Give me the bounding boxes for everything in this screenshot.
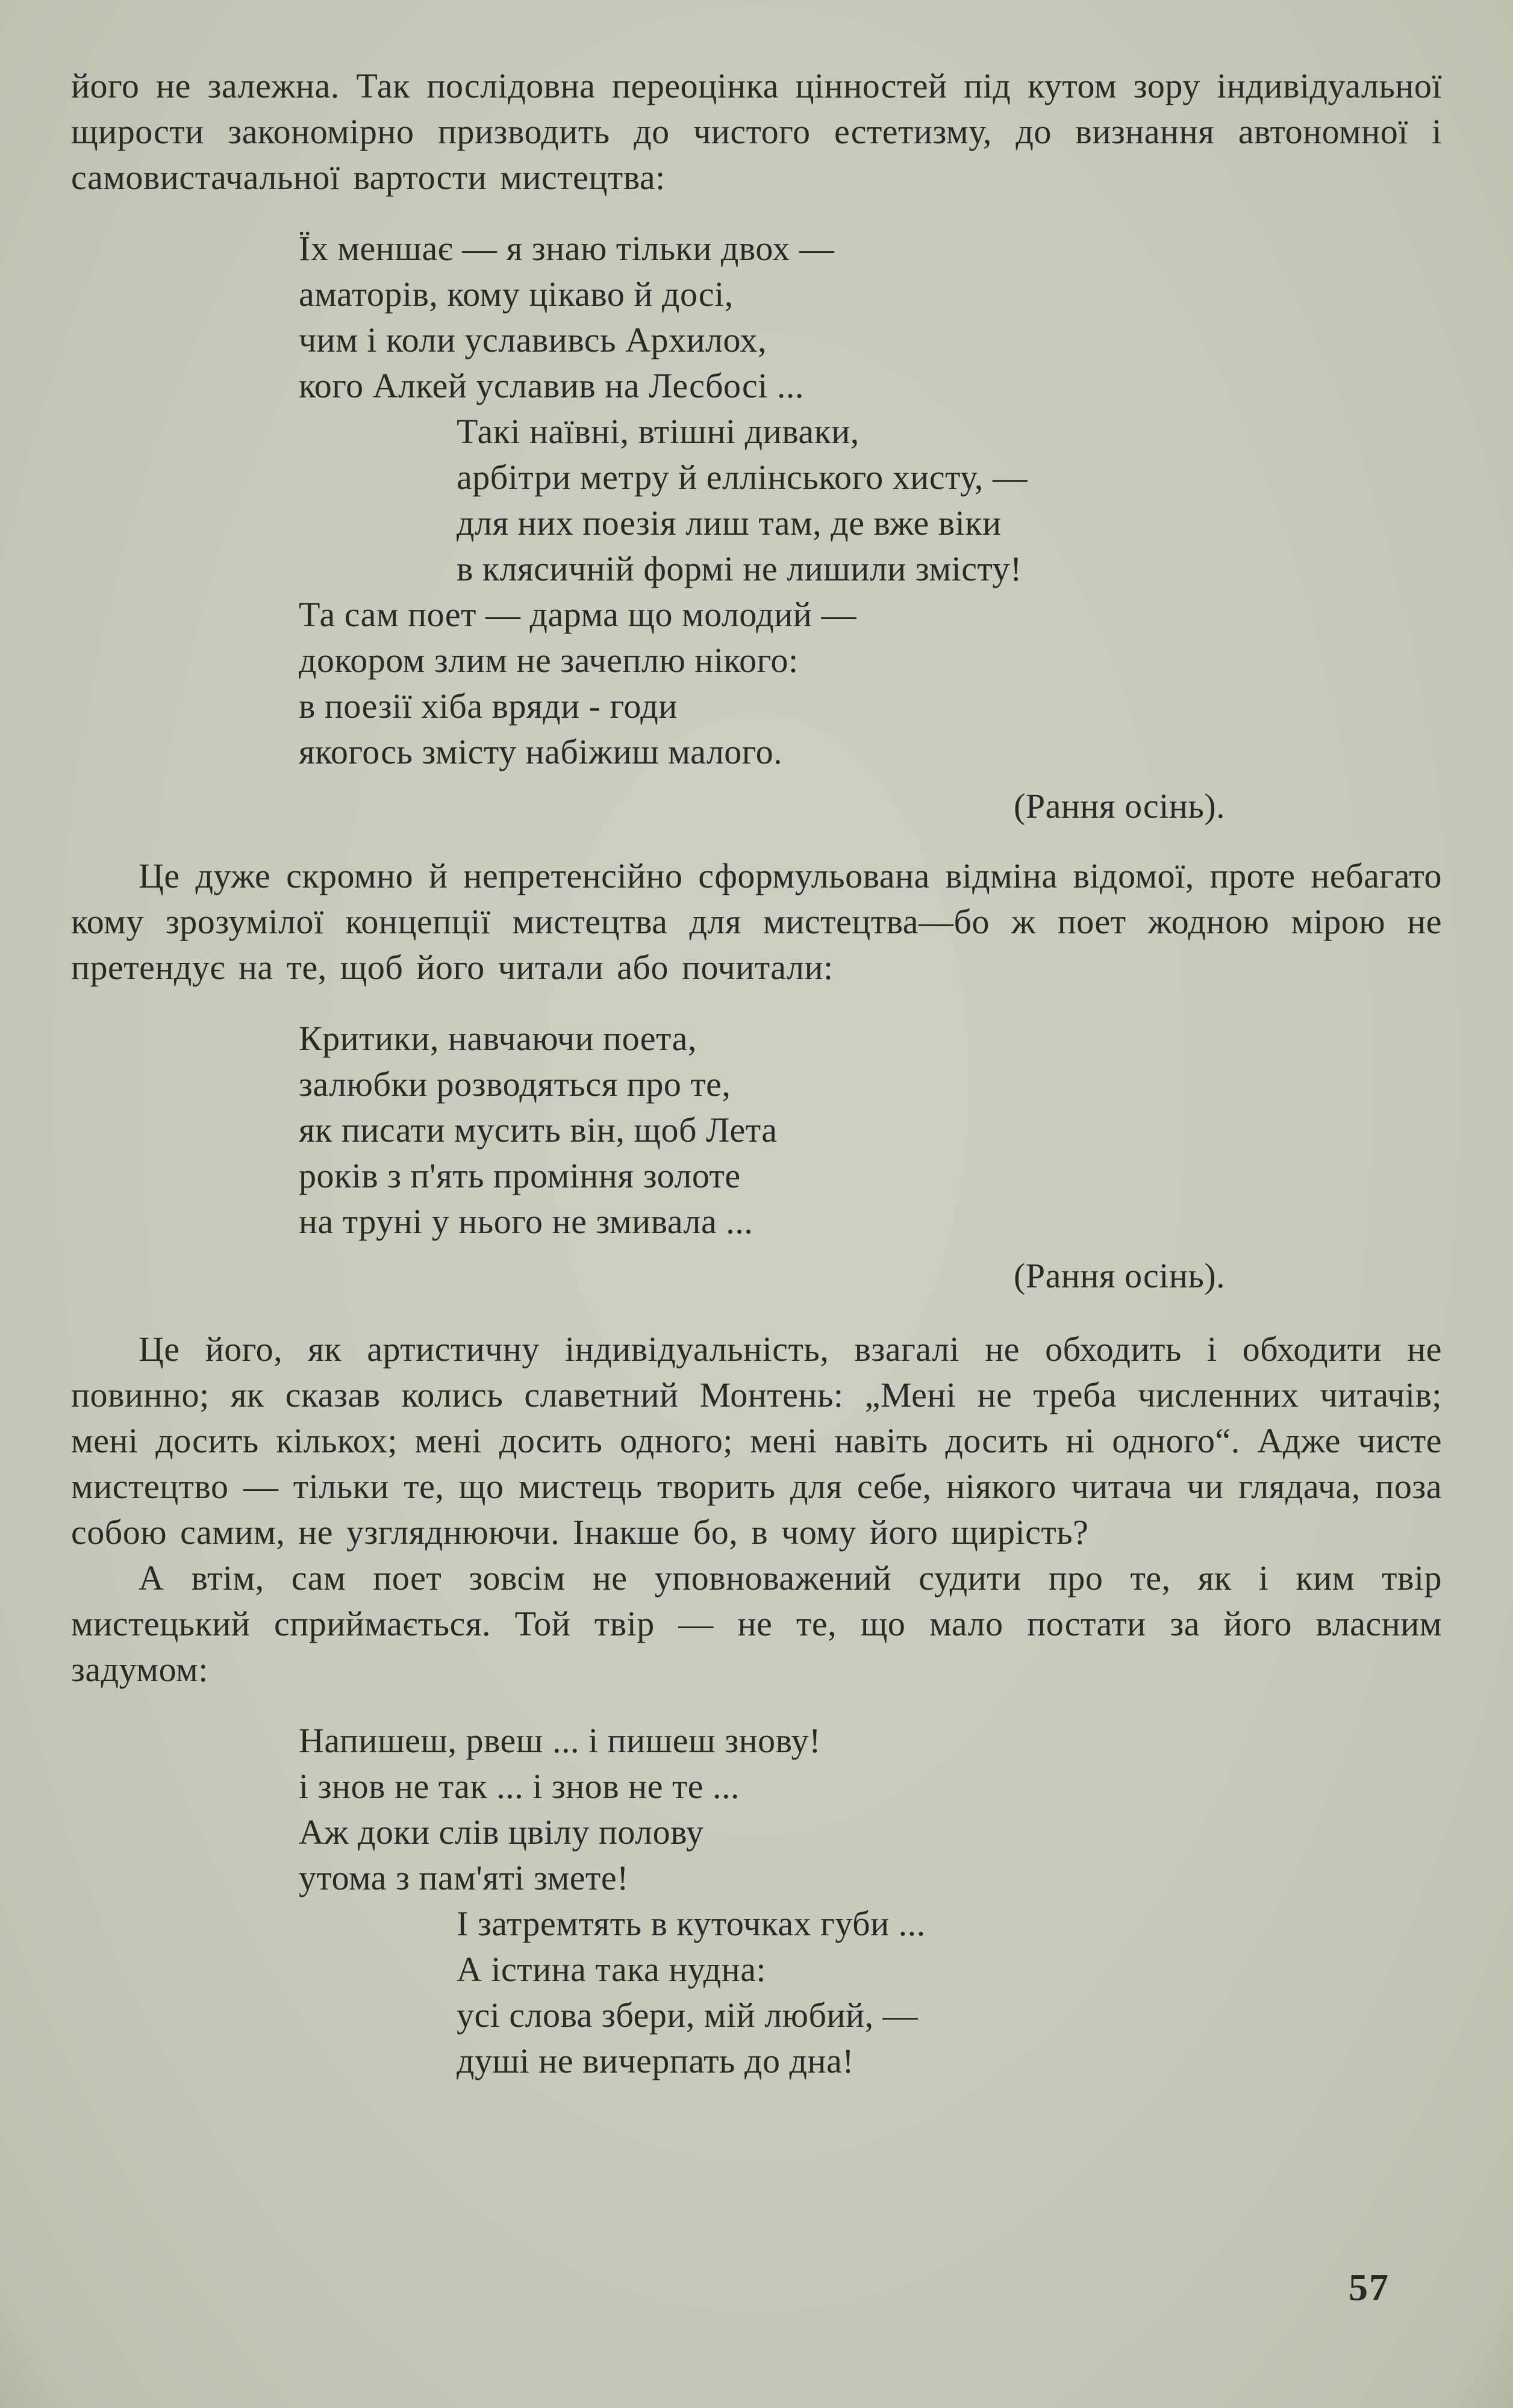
scanned-book-page [71, 63, 1442, 2092]
poem-line: кого Алкей уславив на Лесбосі ... [299, 366, 804, 405]
poem-line: Їх меншає — я знаю тільки двох — [299, 229, 835, 268]
poem-line: як писати мусить він, щоб Лета [299, 1110, 778, 1150]
page-number: 57 [1349, 2266, 1390, 2309]
poem-line: арбітри метру й еллінського хисту, — [457, 458, 1028, 497]
poem-line: Напишеш, рвеш ... і пишеш знову! [299, 1721, 821, 1760]
poem-line: аматорів, кому цікаво й досі, [299, 275, 734, 314]
paragraph-continuation: його не залежна. Так послідовна переоцінка цінностей під кутом зору індивідуальної щирости закономірно призводить до чистого естетизму, до визнання автономної і самовистачальної вартости мистецтва: [71, 66, 1442, 197]
poem-line: чим і коли уславивсь Архилох, [299, 320, 767, 359]
poem-line: якогось змісту набіжиш малого. [299, 732, 783, 771]
poem-line: Аж доки слів цвілу полову [299, 1812, 704, 1852]
poem-line: І затремтять в куточках губи ... [457, 1904, 926, 1943]
paragraph-2: Це дуже скромно й непретенсійно сформульована відміна відомої, проте небагато кому зрозумілої концепції мистецтва для мистецтва—бо ж поет жодною мірою не претендує на те, щоб його читали або почитали: [71, 856, 1442, 987]
poem-line: років з п'ять проміння золоте [299, 1156, 741, 1195]
poem-line: для них поезія лиш там, де вже віки [457, 503, 1002, 543]
poem-line: А істина така нудна: [457, 1950, 767, 1989]
poem-stanza-3 [299, 1718, 1442, 2084]
poem-line: усі слова збери, мій любий, — [457, 1996, 919, 2035]
poem-line: в клясичній формі не лишили змісту! [457, 549, 1022, 588]
poem-line: Такі наївні, втішні диваки, [457, 412, 859, 451]
poem-line: Та сам поет — дарма що молодий — [299, 595, 856, 634]
paragraph-4: А втім, сам поет зовсім не уповноважений судити про те, як і ким твір мистецький сприймається. Той твір — не те, що мало постати за його власним задумом: [71, 1558, 1442, 1689]
poem-stanza-2 [299, 1016, 1442, 1245]
poem-line: докором злим не зачеплю нікого: [299, 641, 799, 680]
poem-stanza-1 [299, 226, 1442, 775]
paragraph-3: Це його, як артистичну індивідуальність, взагалі не обходить і обходити не повинно; як сказав колись славетний Монтень: „Мені не треба численних читачів; мені досить кількох; мені досить одного; мені навіть досить ні одного“. Адже чисте мистецтво — тільки те, що мистець творить для себе, ніякого читача чи глядача, поза собою самим, не узгляднюючи. Інакше бо, в чому його щирість? [71, 1330, 1442, 1552]
poem-attribution-2: (Рання осінь). [1014, 1256, 1226, 1295]
poem-line: на труні у нього не змивала ... [299, 1202, 753, 1241]
poem-line: Критики, навчаючи поета, [299, 1019, 697, 1058]
poem-line: утома з пам'яті змете! [299, 1858, 629, 1897]
poem-line: в поезії хіба вряди - годи [299, 686, 678, 726]
poem-attribution-1: (Рання осінь). [1014, 786, 1226, 826]
poem-line: залюбки розводяться про те, [299, 1065, 731, 1104]
poem-line: душі не вичерпать до дна! [457, 2041, 855, 2080]
poem-line: і знов не так ... і знов не те ... [299, 1767, 740, 1806]
